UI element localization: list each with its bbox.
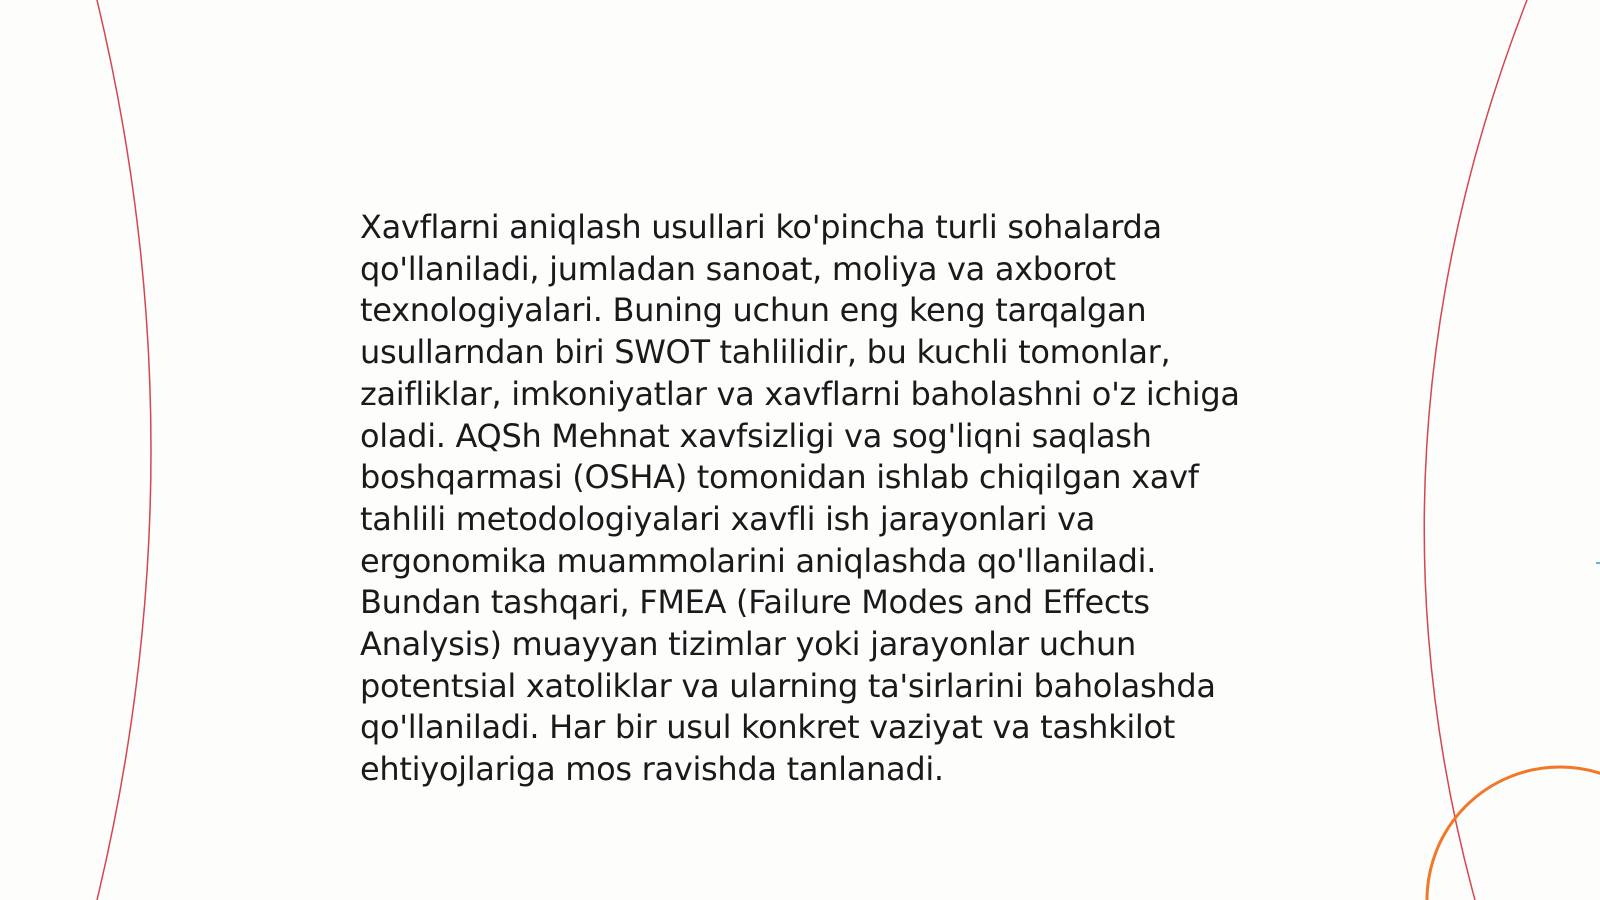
body-paragraph: Xavflarni aniqlash usullari ko'pincha turli sohalarda qo'llaniladi, jumladan sanoat, moliya va axborot texnologiyalari. Buning uchun eng keng tarqalgan usullarndan biri SWOT tahlilidir, bu kuchli tomonlar, zaifliklar, imkoniyatlar va xavflarni baholashni o'z ichiga oladi. AQSh Mehnat xavfsizligi va sog'liqni saqlash boshqarmasi (OSHA) tomonidan ishlab chiqilgan xavf tahlili metodologiyalari xavfli ish jarayonlari va ergonomika muammolarini aniqlashda qo'llaniladi. Bundan tashqari, FMEA (Failure Modes and Effects Analysis) muayyan tizimlar yoki jarayonlar uchun potentsial xatoliklar va ularning ta'sirlarini baholashda qo'llaniladi. Har bir usul konkret vaziyat va tashkilot ehtiyojlariga mos ravishda tanlanadi. <box>360 208 1240 789</box>
right-curve-line <box>1424 0 1527 900</box>
accent-arc <box>1427 767 1600 900</box>
left-curve-line <box>97 0 151 900</box>
